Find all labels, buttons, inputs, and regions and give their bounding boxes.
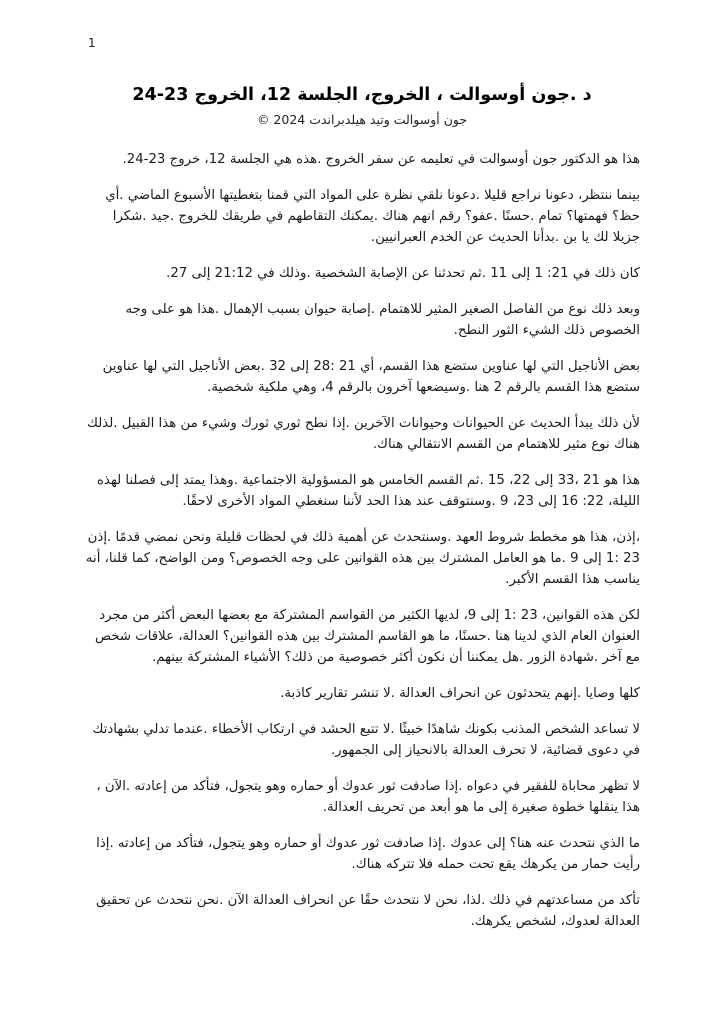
paragraph: لا تظهر محاباة للفقير في دعواه .إذا صادفت ثور عدوك أو حماره وهو يتجول، فتأكد من إعادته .الآن ، هذا ينقلها خطوة صغيرة إلى ما هو أبعد من تحريف العدالة. [96, 778, 640, 815]
paragraph: بعض الأناجيل التي لها عناوين ستضع هذا القسم، أي 21 :28 إلى 32 .بعض الأناجيل التي لها عناوين ستضع هذا القسم بالرقم 2 هنا .وسيضعها آخرون بالرقم 4، وهي ملكية شخصية. [102, 358, 640, 395]
paragraph: ما الذي نتحدث عنه هنا؟ إلى عدوك .إذا صادفت ثور عدوك أو حماره وهو يتجول، فتأكد من إعادته .إذا رأيت حمار من يكرهك يقع تحت حمله فلا تتركه هناك. [96, 835, 640, 872]
paragraph: لا تساعد الشخص المذنب بكونك شاهدًا خبيثًا .لا تتبع الحشد في ارتكاب الأخطاء .عندما تدلي بشهادتك في دعوى قضائية، لا تحرف العدالة بالانحياز إلى الجمهور. [92, 721, 640, 758]
paragraph: تأكد من مساعدتهم في ذلك .لذا، نحن لا نتحدث حقًا عن انحراف العدالة الآن .نحن نتحدث عن تحقيق العدالة لعدوك، لشخص يكرهك. [96, 892, 640, 929]
document-header [0, 84, 724, 127]
paragraph: ،إذن، هذا هو مخطط شروط العهد .وسنتحدث عن أهمية ذلك في لحظات قليلة ونحن نمضي قدمًا .إذن 23 :1 إلى 9 .ما هو العامل المشترك بين هذه القوانين على وجه الخصوص؟ ومن الواضح، كما قلنا، أنه يناسب هذا القسم الأكبر. [85, 529, 640, 587]
paragraph: لأن ذلك يبدأ الحديث عن الحيوانات وحيوانات الآخرين .إذا نطح ثوري ثورك وشيء من هذا القبيل .لذلك هناك نوع مثير للاهتمام من القسم الانتقالي هناك. [87, 415, 640, 452]
copyright-line: جون أوسوالت وتيد هيلدبراندت 2024 © [256, 111, 468, 127]
document-title: د .جون أوسوالت ، الخروج، الجلسة 12، الخروج 23-24 [132, 85, 592, 105]
paragraph: كان ذلك في 21: 1 إلى 11 .ثم تحدثنا عن الإصابة الشخصية .وذلك في 21:12 إلى 27. [166, 265, 640, 281]
document-body [84, 149, 640, 932]
paragraph: هذا هو الدكتور جون أوسوالت في تعليمه عن سفر الخروج .هذه هي الجلسة 12، خروج 23-24. [122, 151, 640, 167]
page-number: 1 [88, 36, 96, 50]
paragraph: بينما ننتظر، دعونا نراجع قليلا .دعونا نلقي نظرة على المواد التي قمنا بتغطيتها الأسبوع الماضي .أي حظ؟ فهمتها؟ تمام .حسنًا .عفو؟ رقم انهم هناك .يمكنك التقاطهم في طريقك للخروج .جيد .شكرا جزيلا لك يا بن .بدأنا الحديث عن الخدم العبرانيين. [105, 187, 640, 245]
paragraph: هذا هو 21 ،33 إلى 22، 15 .ثم القسم الخامس هو المسؤولية الاجتماعية .وهذا يمتد إلى فصلنا لهذه الليلة، 22: 16 إلى 23، 9 .وسنتوقف عند هذا الحد لأننا سنغطي المواد الأخرى لاحقًا. [97, 472, 640, 509]
paragraph: لكن هذه القوانين، 23 :1 إلى 9، لديها الكثير من القواسم المشتركة مع بعضها البعض أكثر من مجرد العنوان العام الذي لدينا هنا .حسنًا، ما هو القاسم المشترك بين هذه القوانين؟ العدالة، علاقات شخص مع آخر .شهادة الزور .هل يمكننا أن نكون أكثر خصوصية من ذلك؟ الأشياء المشتركة بينهم. [94, 607, 640, 665]
paragraph: كلها وصايا .إنهم يتحدثون عن انحراف العدالة .لا تنشر تقارير كاذبة. [280, 685, 640, 701]
paragraph: وبعد ذلك نوع من الفاصل الصغير المثير للاهتمام .إصابة حيوان بسبب الإهمال .هذا هو على وجه الخصوص ذلك الشيء الثور النطح. [125, 301, 640, 338]
